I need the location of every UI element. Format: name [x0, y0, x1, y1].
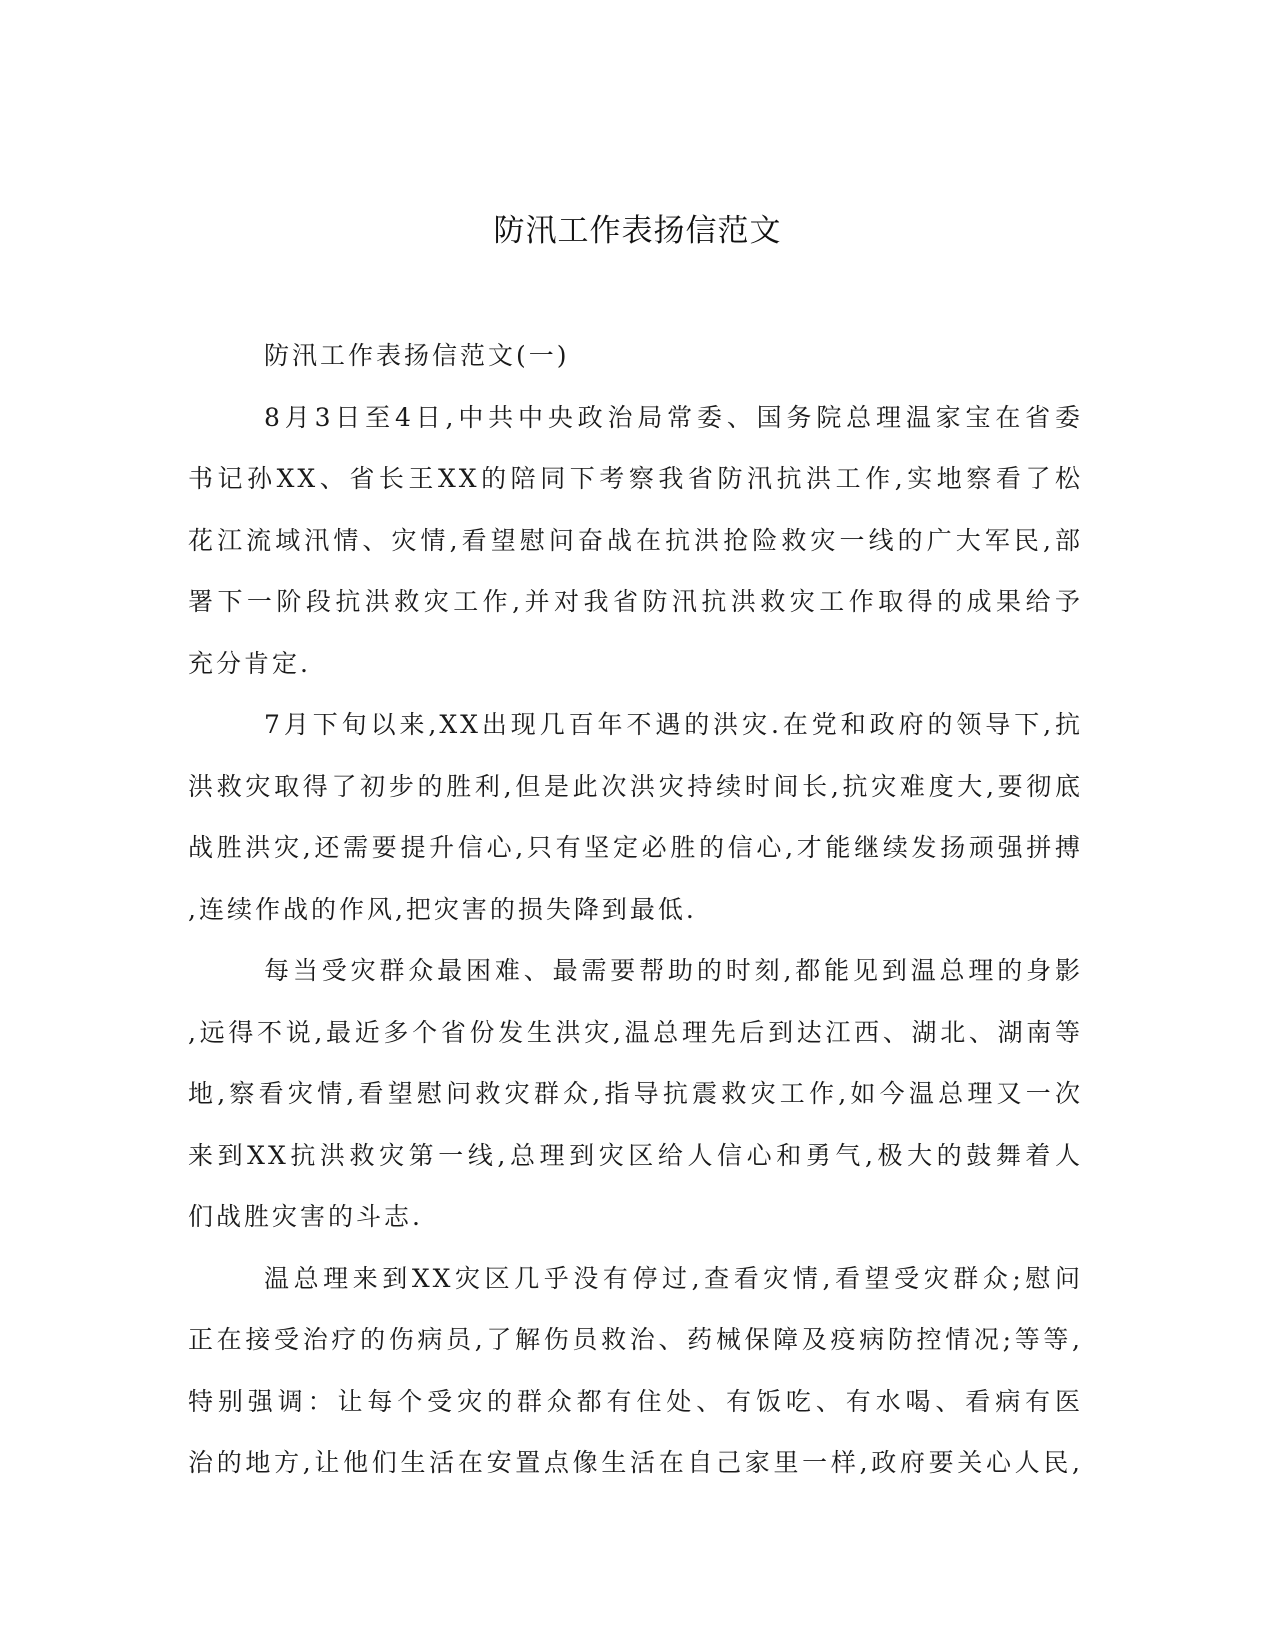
text-line: 每当受灾群众最困难、最需要帮助的时刻,都能见到温总理的身影: [264, 956, 1083, 985]
text-line: 来到XX抗洪救灾第一线,总理到灾区给人信心和勇气,极大的鼓舞着人: [188, 1140, 1083, 1170]
text-line: 温总理来到XX灾区几乎没有停过,查看灾情,看望受灾群众;慰问: [264, 1263, 1083, 1293]
document-title: 防汛工作表扬信范文: [493, 213, 782, 249]
text-line: 7月下旬以来,XX出现几百年不遇的洪灾.在党和政府的领导下,抗: [264, 710, 1083, 739]
text-line: 地,察看灾情,看望慰问救灾群众,指导抗震救灾工作,如今温总理又一次: [188, 1079, 1083, 1108]
text-line: 洪救灾取得了初步的胜利,但是此次洪灾持续时间长,抗灾难度大,要彻底: [188, 771, 1083, 801]
text-line: 署下一阶段抗洪救灾工作,并对我省防汛抗洪救灾工作取得的成果给予: [188, 587, 1083, 616]
text-line: 特别强调：让每个受灾的群众都有住处、有饭吃、有水喝、看病有医: [188, 1386, 1083, 1416]
text-line: 防汛工作表扬信范文(一): [264, 341, 570, 370]
text-line: 花江流域汛情、灾情,看望慰问奋战在抗洪抢险救灾一线的广大军民,部: [188, 525, 1083, 555]
text-line: ,连续作战的作风,把灾害的损失降到最低.: [188, 894, 697, 924]
text-line: ,远得不说,最近多个省份发生洪灾,温总理先后到达江西、湖北、湖南等: [188, 1017, 1083, 1047]
text-line: 充分肯定.: [188, 648, 311, 678]
text-line: 书记孙XX、省长王XX的陪同下考察我省防汛抗洪工作,实地察看了松: [188, 464, 1083, 493]
text-line: 们战胜灾害的斗志.: [188, 1202, 423, 1231]
document-body: [188, 325, 1083, 1494]
text-line: 8月3日至4日,中共中央政治局常委、国务院总理温家宝在省委: [264, 402, 1083, 432]
text-line: 正在接受治疗的伤病员,了解伤员救治、药械保障及疫病防控情况;等等,: [188, 1325, 1083, 1354]
text-line: 治的地方,让他们生活在安置点像生活在自己家里一样,政府要关心人民,: [188, 1448, 1083, 1477]
text-line: 战胜洪灾,还需要提升信心,只有坚定必胜的信心,才能继续发扬顽强拼搏: [188, 833, 1083, 862]
